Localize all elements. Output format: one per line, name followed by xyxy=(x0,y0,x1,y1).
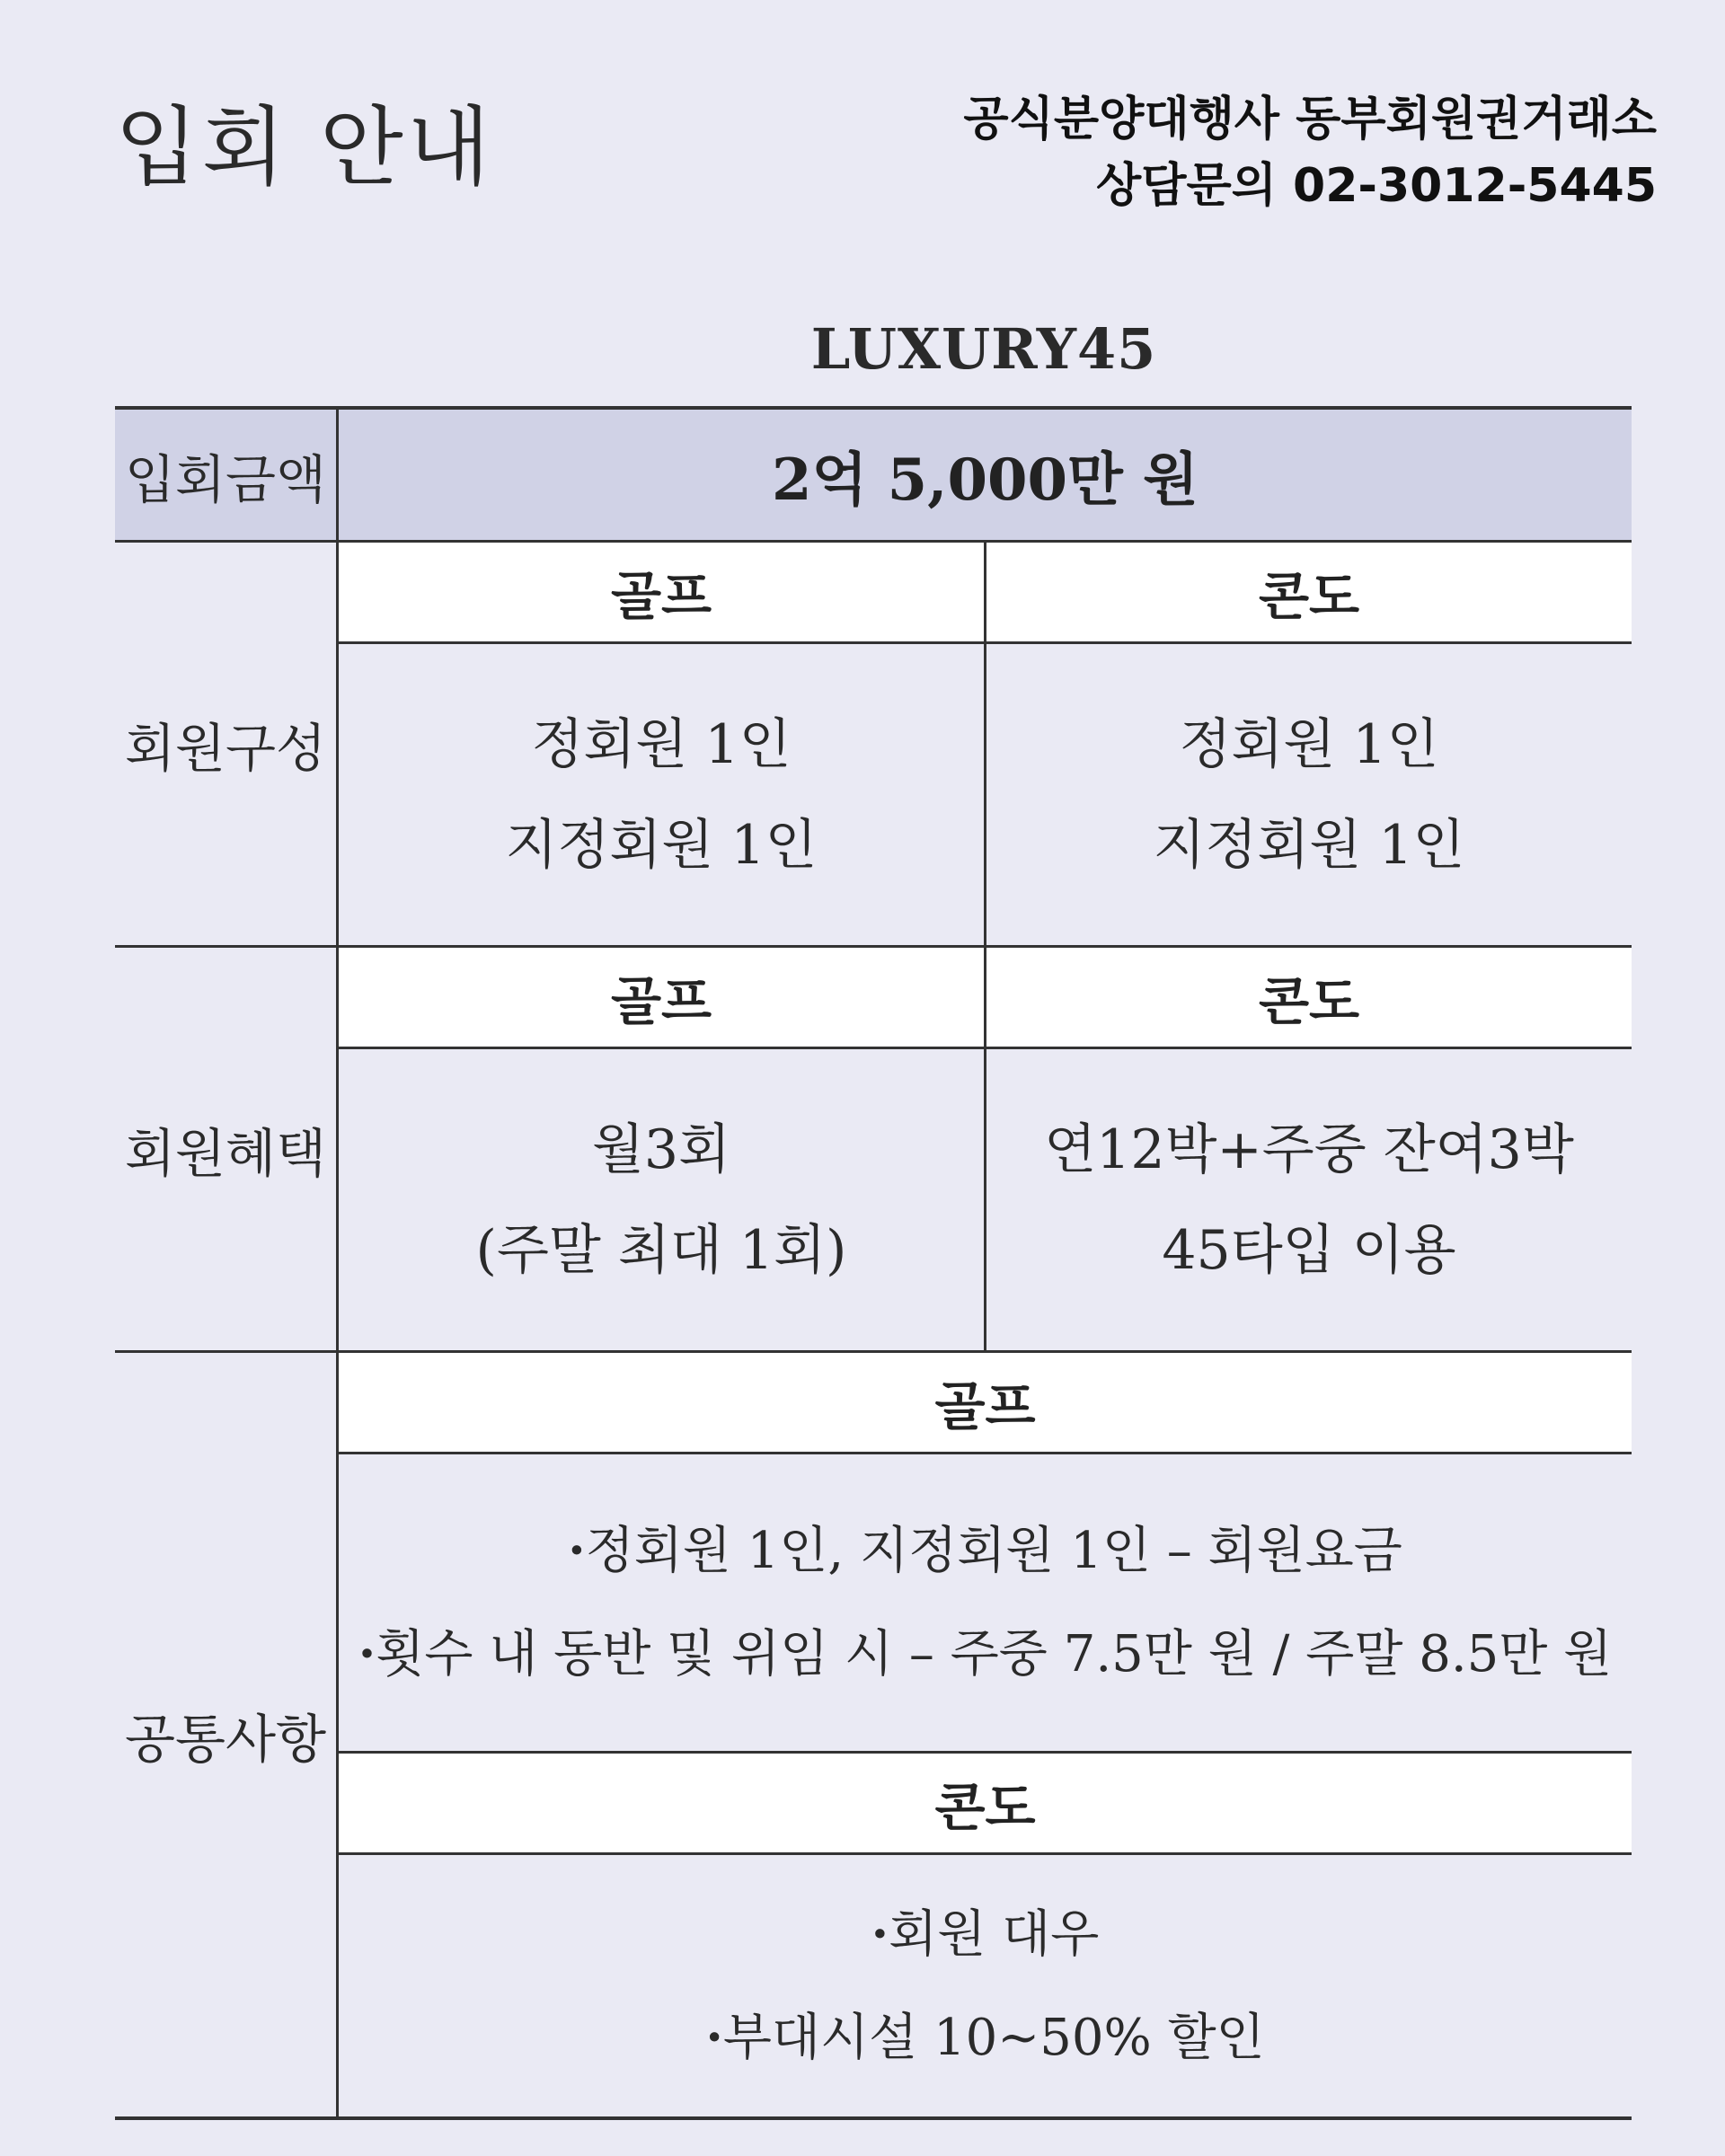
text-line: 지정회원 1인 xyxy=(1153,813,1465,877)
bullet-item: · 횟수 내 동반 및 위임 시 – 주중 7.5만 원 / 주말 8.5만 원 xyxy=(358,1603,1613,1706)
membership-table xyxy=(115,406,1632,2120)
benefits-golf-content xyxy=(339,1049,984,1350)
page-title: 입회 안내 xyxy=(115,97,494,198)
common-label: 공통사항 xyxy=(115,1353,339,2116)
text-line: 45타입 이용 xyxy=(1162,1218,1456,1282)
contact-phone: 상담문의 02-3012-5445 xyxy=(1095,159,1657,213)
fee-value: 2억 5,000만 원 xyxy=(772,446,1199,514)
condo-header: 콘도 xyxy=(986,543,1632,644)
bullet-item: · 정회원 1인, 지정회원 1인 – 회원요금 xyxy=(568,1499,1402,1603)
text-line: 연12박+주중 잔여3박 xyxy=(1044,1118,1574,1181)
common-row xyxy=(115,1353,1632,2116)
agency-name: 공식분양대행사 동부회원권거래소 xyxy=(963,93,1657,146)
benefits-condo-content xyxy=(986,1049,1632,1350)
benefits-row xyxy=(115,948,1632,1353)
text-line: 지정회원 1인 xyxy=(505,813,818,877)
golf-header: 골프 xyxy=(339,543,984,644)
golf-header: 골프 xyxy=(339,948,984,1049)
condo-header: 콘도 xyxy=(339,1754,1632,1855)
text-line: 정회원 1인 xyxy=(1179,712,1439,776)
product-name: LUXURY45 xyxy=(810,316,1157,382)
text-line: (주말 최대 1회) xyxy=(475,1218,847,1282)
text-line: 정회원 1인 xyxy=(531,712,792,776)
composition-golf xyxy=(339,543,984,945)
bullet-item: · 부대시설 10~50% 할인 xyxy=(705,1986,1264,2090)
common-condo-content xyxy=(339,1855,1632,2116)
agency-info xyxy=(963,86,1657,219)
benefits-condo xyxy=(984,948,1632,1350)
golf-header: 골프 xyxy=(339,1353,1632,1454)
condo-header: 콘도 xyxy=(986,948,1632,1049)
composition-row xyxy=(115,543,1632,948)
common-golf-content xyxy=(339,1454,1632,1754)
fee-row xyxy=(115,410,1632,543)
composition-condo-content xyxy=(986,644,1632,945)
composition-condo xyxy=(984,543,1632,945)
fee-label: 입회금액 xyxy=(115,410,339,540)
composition-label: 회원구성 xyxy=(115,543,339,945)
benefits-label: 회원혜택 xyxy=(115,948,339,1350)
benefits-golf xyxy=(339,948,984,1350)
composition-golf-content xyxy=(339,644,984,945)
text-line: 월3회 xyxy=(591,1118,731,1181)
bullet-item: · 회원 대우 xyxy=(871,1883,1100,1986)
